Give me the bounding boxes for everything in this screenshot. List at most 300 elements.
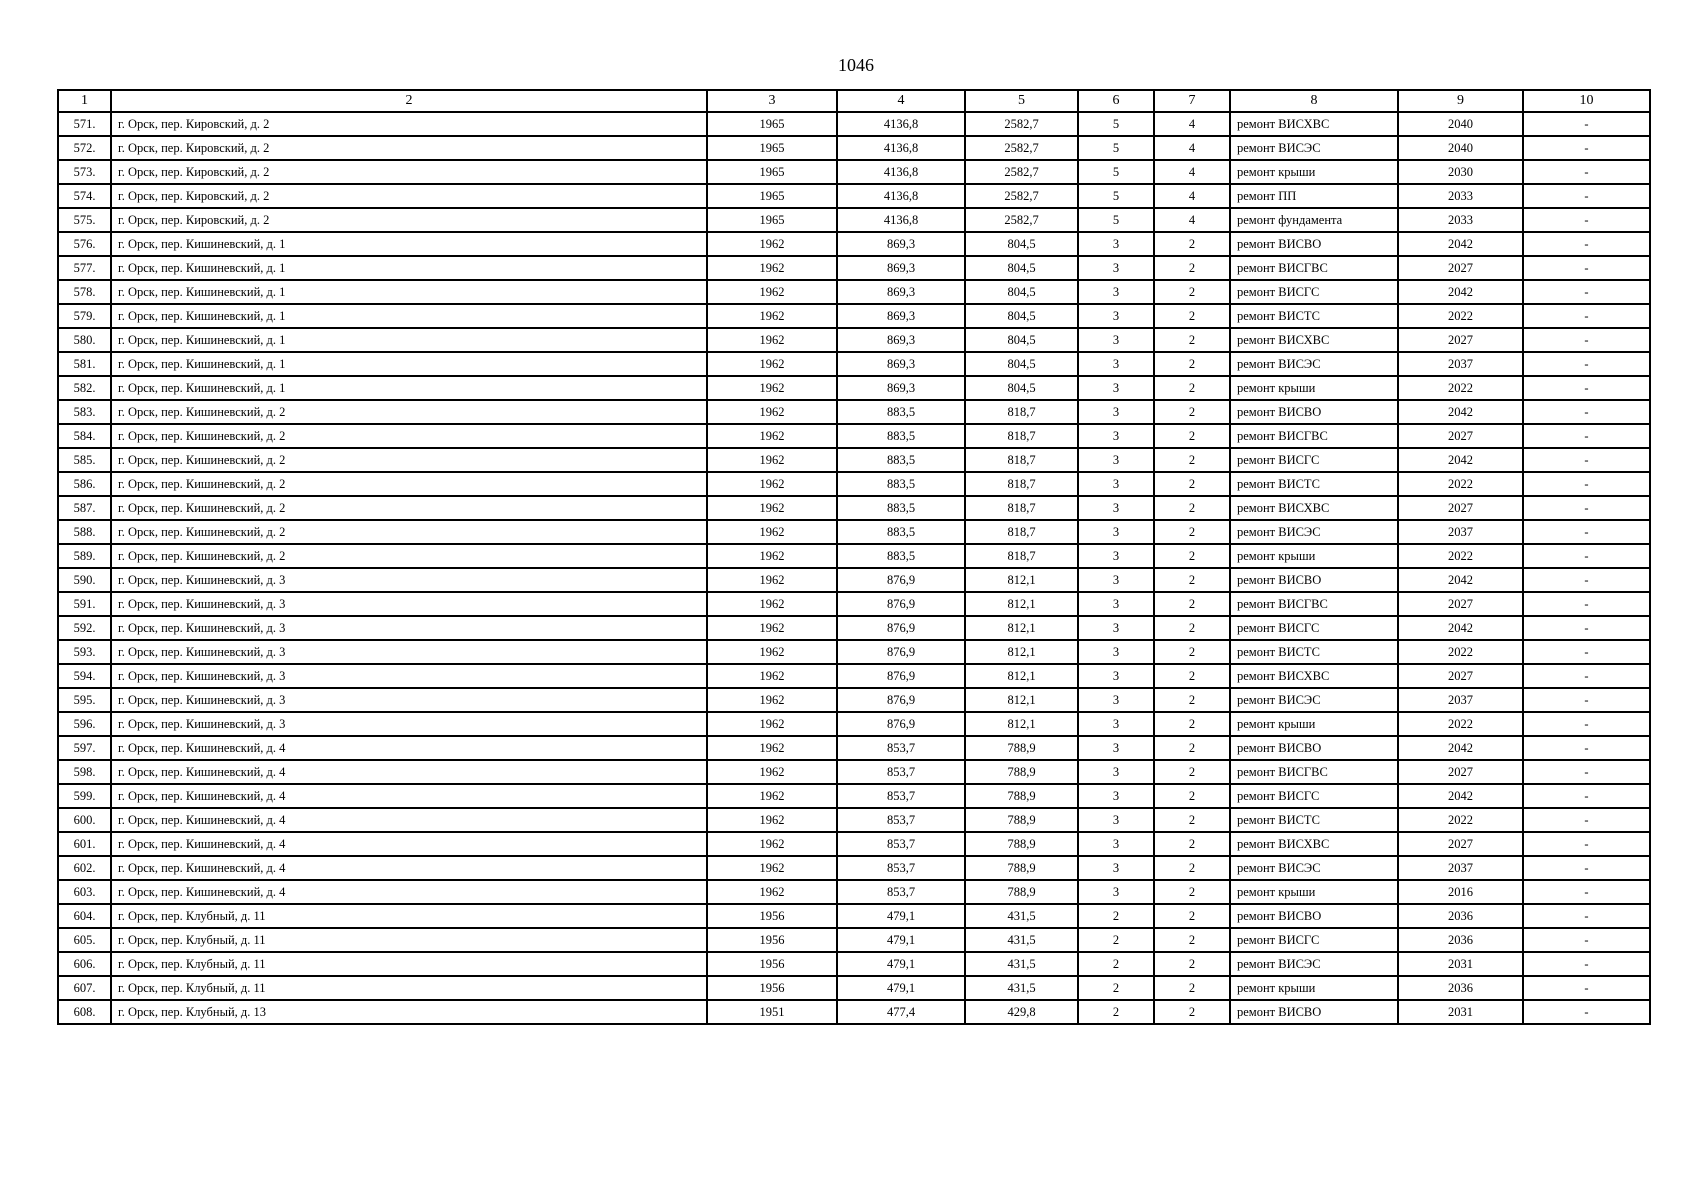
cell-work-type: ремонт крыши xyxy=(1230,376,1398,400)
cell-total-area: 853,7 xyxy=(837,784,965,808)
table-row xyxy=(58,736,1650,760)
cell-work-type: ремонт крыши xyxy=(1230,712,1398,736)
cell-total-area: 876,9 xyxy=(837,616,965,640)
column-header-3: 3 xyxy=(707,90,837,112)
table-row xyxy=(58,304,1650,328)
cell-note: - xyxy=(1523,328,1650,352)
cell-total-area: 876,9 xyxy=(837,664,965,688)
cell-total-area: 853,7 xyxy=(837,832,965,856)
cell-note: - xyxy=(1523,568,1650,592)
cell-year-built: 1962 xyxy=(707,880,837,904)
cell-address: г. Орск, пер. Кишиневский, д. 1 xyxy=(111,304,707,328)
cell-row-number: 581. xyxy=(58,352,111,376)
cell-row-number: 575. xyxy=(58,208,111,232)
cell-living-area: 2582,7 xyxy=(965,112,1078,136)
table-row xyxy=(58,136,1650,160)
cell-planned-year: 2037 xyxy=(1398,352,1523,376)
cell-row-number: 596. xyxy=(58,712,111,736)
cell-row-number: 582. xyxy=(58,376,111,400)
cell-planned-year: 2027 xyxy=(1398,256,1523,280)
cell-planned-year: 2036 xyxy=(1398,928,1523,952)
cell-living-area: 804,5 xyxy=(965,304,1078,328)
cell-total-area: 477,4 xyxy=(837,1000,965,1024)
cell-entrances: 2 xyxy=(1154,976,1230,1000)
cell-note: - xyxy=(1523,112,1650,136)
cell-total-area: 883,5 xyxy=(837,520,965,544)
cell-work-type: ремонт ВИСХВС xyxy=(1230,112,1398,136)
cell-entrances: 2 xyxy=(1154,712,1230,736)
cell-living-area: 818,7 xyxy=(965,448,1078,472)
cell-note: - xyxy=(1523,592,1650,616)
cell-entrances: 2 xyxy=(1154,808,1230,832)
cell-planned-year: 2027 xyxy=(1398,760,1523,784)
cell-address: г. Орск, пер. Кишиневский, д. 3 xyxy=(111,712,707,736)
cell-year-built: 1962 xyxy=(707,544,837,568)
cell-address: г. Орск, пер. Кишиневский, д. 2 xyxy=(111,496,707,520)
cell-total-area: 479,1 xyxy=(837,904,965,928)
cell-note: - xyxy=(1523,712,1650,736)
cell-row-number: 583. xyxy=(58,400,111,424)
cell-floors: 3 xyxy=(1078,856,1154,880)
cell-row-number: 578. xyxy=(58,280,111,304)
cell-planned-year: 2042 xyxy=(1398,448,1523,472)
cell-planned-year: 2036 xyxy=(1398,976,1523,1000)
cell-floors: 3 xyxy=(1078,280,1154,304)
cell-floors: 3 xyxy=(1078,448,1154,472)
cell-note: - xyxy=(1523,808,1650,832)
cell-work-type: ремонт ВИСХВС xyxy=(1230,496,1398,520)
cell-address: г. Орск, пер. Кишиневский, д. 1 xyxy=(111,352,707,376)
cell-entrances: 4 xyxy=(1154,208,1230,232)
cell-year-built: 1962 xyxy=(707,376,837,400)
cell-floors: 3 xyxy=(1078,832,1154,856)
cell-year-built: 1962 xyxy=(707,592,837,616)
cell-work-type: ремонт ВИСХВС xyxy=(1230,328,1398,352)
cell-address: г. Орск, пер. Кишиневский, д. 4 xyxy=(111,832,707,856)
cell-planned-year: 2036 xyxy=(1398,904,1523,928)
cell-floors: 3 xyxy=(1078,232,1154,256)
cell-entrances: 2 xyxy=(1154,688,1230,712)
cell-address: г. Орск, пер. Кишиневский, д. 3 xyxy=(111,592,707,616)
cell-floors: 3 xyxy=(1078,616,1154,640)
table-row xyxy=(58,688,1650,712)
cell-entrances: 2 xyxy=(1154,328,1230,352)
cell-year-built: 1962 xyxy=(707,304,837,328)
cell-address: г. Орск, пер. Кишиневский, д. 3 xyxy=(111,616,707,640)
table-row xyxy=(58,616,1650,640)
table-row xyxy=(58,112,1650,136)
table-row xyxy=(58,184,1650,208)
cell-total-area: 479,1 xyxy=(837,976,965,1000)
cell-work-type: ремонт крыши xyxy=(1230,544,1398,568)
cell-row-number: 589. xyxy=(58,544,111,568)
table-row xyxy=(58,976,1650,1000)
cell-row-number: 604. xyxy=(58,904,111,928)
cell-year-built: 1965 xyxy=(707,112,837,136)
cell-total-area: 869,3 xyxy=(837,304,965,328)
cell-living-area: 812,1 xyxy=(965,616,1078,640)
cell-floors: 3 xyxy=(1078,664,1154,688)
cell-year-built: 1962 xyxy=(707,232,837,256)
cell-address: г. Орск, пер. Кишиневский, д. 1 xyxy=(111,232,707,256)
cell-work-type: ремонт ВИСГС xyxy=(1230,616,1398,640)
cell-note: - xyxy=(1523,256,1650,280)
cell-total-area: 4136,8 xyxy=(837,160,965,184)
cell-planned-year: 2031 xyxy=(1398,1000,1523,1024)
cell-total-area: 479,1 xyxy=(837,952,965,976)
cell-work-type: ремонт ВИСГС xyxy=(1230,280,1398,304)
cell-planned-year: 2027 xyxy=(1398,424,1523,448)
cell-address: г. Орск, пер. Кишиневский, д. 4 xyxy=(111,736,707,760)
cell-living-area: 818,7 xyxy=(965,544,1078,568)
cell-floors: 3 xyxy=(1078,784,1154,808)
cell-note: - xyxy=(1523,520,1650,544)
cell-year-built: 1962 xyxy=(707,616,837,640)
header-row xyxy=(58,90,1650,112)
cell-living-area: 812,1 xyxy=(965,664,1078,688)
cell-work-type: ремонт ВИСЭС xyxy=(1230,856,1398,880)
cell-floors: 5 xyxy=(1078,160,1154,184)
cell-total-area: 4136,8 xyxy=(837,184,965,208)
cell-row-number: 595. xyxy=(58,688,111,712)
cell-floors: 5 xyxy=(1078,136,1154,160)
cell-entrances: 2 xyxy=(1154,592,1230,616)
cell-row-number: 602. xyxy=(58,856,111,880)
cell-floors: 3 xyxy=(1078,328,1154,352)
cell-living-area: 804,5 xyxy=(965,256,1078,280)
cell-entrances: 2 xyxy=(1154,400,1230,424)
cell-row-number: 591. xyxy=(58,592,111,616)
table-row xyxy=(58,640,1650,664)
cell-row-number: 586. xyxy=(58,472,111,496)
cell-living-area: 2582,7 xyxy=(965,160,1078,184)
cell-planned-year: 2022 xyxy=(1398,304,1523,328)
table-row xyxy=(58,952,1650,976)
cell-year-built: 1962 xyxy=(707,856,837,880)
cell-work-type: ремонт ВИСТС xyxy=(1230,472,1398,496)
cell-planned-year: 2042 xyxy=(1398,280,1523,304)
cell-planned-year: 2022 xyxy=(1398,544,1523,568)
table-body xyxy=(58,112,1650,1024)
cell-floors: 2 xyxy=(1078,952,1154,976)
table-row xyxy=(58,448,1650,472)
cell-row-number: 574. xyxy=(58,184,111,208)
cell-planned-year: 2027 xyxy=(1398,832,1523,856)
cell-planned-year: 2040 xyxy=(1398,112,1523,136)
table-row xyxy=(58,400,1650,424)
cell-living-area: 429,8 xyxy=(965,1000,1078,1024)
cell-address: г. Орск, пер. Кировский, д. 2 xyxy=(111,112,707,136)
cell-total-area: 883,5 xyxy=(837,472,965,496)
cell-work-type: ремонт ВИСВО xyxy=(1230,400,1398,424)
cell-year-built: 1956 xyxy=(707,976,837,1000)
cell-row-number: 597. xyxy=(58,736,111,760)
cell-work-type: ремонт ВИСВО xyxy=(1230,1000,1398,1024)
cell-living-area: 804,5 xyxy=(965,328,1078,352)
cell-address: г. Орск, пер. Кишиневский, д. 4 xyxy=(111,760,707,784)
cell-floors: 3 xyxy=(1078,544,1154,568)
cell-total-area: 876,9 xyxy=(837,568,965,592)
cell-year-built: 1962 xyxy=(707,760,837,784)
cell-entrances: 2 xyxy=(1154,496,1230,520)
cell-note: - xyxy=(1523,352,1650,376)
table-row xyxy=(58,592,1650,616)
cell-note: - xyxy=(1523,232,1650,256)
cell-year-built: 1962 xyxy=(707,256,837,280)
table-row xyxy=(58,712,1650,736)
cell-floors: 2 xyxy=(1078,976,1154,1000)
cell-work-type: ремонт ВИСГВС xyxy=(1230,256,1398,280)
cell-year-built: 1962 xyxy=(707,520,837,544)
cell-note: - xyxy=(1523,736,1650,760)
cell-entrances: 2 xyxy=(1154,376,1230,400)
cell-year-built: 1962 xyxy=(707,712,837,736)
cell-floors: 3 xyxy=(1078,496,1154,520)
cell-living-area: 788,9 xyxy=(965,808,1078,832)
cell-note: - xyxy=(1523,832,1650,856)
cell-floors: 2 xyxy=(1078,904,1154,928)
cell-floors: 3 xyxy=(1078,688,1154,712)
cell-note: - xyxy=(1523,304,1650,328)
table-row xyxy=(58,520,1650,544)
cell-note: - xyxy=(1523,616,1650,640)
cell-year-built: 1965 xyxy=(707,184,837,208)
cell-living-area: 812,1 xyxy=(965,640,1078,664)
table-row xyxy=(58,232,1650,256)
cell-work-type: ремонт ВИСЭС xyxy=(1230,136,1398,160)
cell-year-built: 1956 xyxy=(707,928,837,952)
cell-year-built: 1962 xyxy=(707,808,837,832)
cell-note: - xyxy=(1523,472,1650,496)
cell-year-built: 1962 xyxy=(707,784,837,808)
cell-planned-year: 2027 xyxy=(1398,592,1523,616)
cell-note: - xyxy=(1523,136,1650,160)
cell-row-number: 607. xyxy=(58,976,111,1000)
cell-address: г. Орск, пер. Кировский, д. 2 xyxy=(111,208,707,232)
cell-year-built: 1965 xyxy=(707,136,837,160)
cell-floors: 3 xyxy=(1078,424,1154,448)
cell-note: - xyxy=(1523,376,1650,400)
table-row xyxy=(58,808,1650,832)
cell-living-area: 431,5 xyxy=(965,952,1078,976)
cell-address: г. Орск, пер. Кишиневский, д. 2 xyxy=(111,520,707,544)
table-row xyxy=(58,928,1650,952)
cell-note: - xyxy=(1523,976,1650,1000)
cell-entrances: 4 xyxy=(1154,112,1230,136)
cell-total-area: 869,3 xyxy=(837,256,965,280)
cell-entrances: 2 xyxy=(1154,952,1230,976)
cell-living-area: 818,7 xyxy=(965,400,1078,424)
table-row xyxy=(58,832,1650,856)
cell-total-area: 883,5 xyxy=(837,424,965,448)
cell-entrances: 2 xyxy=(1154,520,1230,544)
cell-row-number: 598. xyxy=(58,760,111,784)
table-row xyxy=(58,472,1650,496)
cell-entrances: 4 xyxy=(1154,160,1230,184)
cell-total-area: 883,5 xyxy=(837,400,965,424)
cell-entrances: 2 xyxy=(1154,352,1230,376)
cell-year-built: 1962 xyxy=(707,448,837,472)
table-row xyxy=(58,760,1650,784)
column-header-6: 6 xyxy=(1078,90,1154,112)
table-row xyxy=(58,784,1650,808)
cell-year-built: 1962 xyxy=(707,328,837,352)
cell-row-number: 590. xyxy=(58,568,111,592)
cell-floors: 3 xyxy=(1078,472,1154,496)
table-row xyxy=(58,160,1650,184)
cell-total-area: 869,3 xyxy=(837,376,965,400)
cell-year-built: 1962 xyxy=(707,640,837,664)
cell-floors: 3 xyxy=(1078,568,1154,592)
cell-address: г. Орск, пер. Кишиневский, д. 4 xyxy=(111,808,707,832)
cell-total-area: 853,7 xyxy=(837,880,965,904)
cell-living-area: 812,1 xyxy=(965,568,1078,592)
cell-entrances: 2 xyxy=(1154,1000,1230,1024)
cell-total-area: 883,5 xyxy=(837,496,965,520)
cell-living-area: 431,5 xyxy=(965,904,1078,928)
cell-row-number: 585. xyxy=(58,448,111,472)
cell-entrances: 2 xyxy=(1154,544,1230,568)
cell-address: г. Орск, пер. Кишиневский, д. 2 xyxy=(111,424,707,448)
cell-row-number: 571. xyxy=(58,112,111,136)
cell-planned-year: 2022 xyxy=(1398,712,1523,736)
cell-total-area: 4136,8 xyxy=(837,136,965,160)
cell-total-area: 876,9 xyxy=(837,640,965,664)
cell-planned-year: 2027 xyxy=(1398,496,1523,520)
cell-address: г. Орск, пер. Кишиневский, д. 4 xyxy=(111,856,707,880)
cell-year-built: 1962 xyxy=(707,688,837,712)
cell-total-area: 876,9 xyxy=(837,688,965,712)
cell-address: г. Орск, пер. Кишиневский, д. 1 xyxy=(111,256,707,280)
cell-planned-year: 2033 xyxy=(1398,208,1523,232)
cell-entrances: 2 xyxy=(1154,256,1230,280)
cell-work-type: ремонт ВИСЭС xyxy=(1230,520,1398,544)
cell-entrances: 2 xyxy=(1154,472,1230,496)
cell-work-type: ремонт ПП xyxy=(1230,184,1398,208)
cell-row-number: 599. xyxy=(58,784,111,808)
cell-year-built: 1962 xyxy=(707,736,837,760)
column-header-1: 1 xyxy=(58,90,111,112)
table-row xyxy=(58,664,1650,688)
cell-work-type: ремонт ВИСЭС xyxy=(1230,352,1398,376)
cell-year-built: 1962 xyxy=(707,352,837,376)
cell-row-number: 573. xyxy=(58,160,111,184)
cell-floors: 3 xyxy=(1078,712,1154,736)
cell-address: г. Орск, пер. Клубный, д. 11 xyxy=(111,976,707,1000)
cell-entrances: 2 xyxy=(1154,424,1230,448)
cell-living-area: 804,5 xyxy=(965,376,1078,400)
cell-total-area: 4136,8 xyxy=(837,208,965,232)
cell-entrances: 4 xyxy=(1154,184,1230,208)
cell-row-number: 579. xyxy=(58,304,111,328)
cell-note: - xyxy=(1523,856,1650,880)
table-row xyxy=(58,208,1650,232)
cell-planned-year: 2042 xyxy=(1398,784,1523,808)
cell-living-area: 804,5 xyxy=(965,352,1078,376)
cell-work-type: ремонт ВИСВО xyxy=(1230,232,1398,256)
cell-row-number: 580. xyxy=(58,328,111,352)
cell-row-number: 576. xyxy=(58,232,111,256)
cell-year-built: 1962 xyxy=(707,568,837,592)
table-row xyxy=(58,1000,1650,1024)
cell-total-area: 869,3 xyxy=(837,280,965,304)
cell-planned-year: 2042 xyxy=(1398,400,1523,424)
cell-living-area: 788,9 xyxy=(965,832,1078,856)
column-header-4: 4 xyxy=(837,90,965,112)
cell-total-area: 869,3 xyxy=(837,352,965,376)
cell-row-number: 601. xyxy=(58,832,111,856)
table-row xyxy=(58,904,1650,928)
cell-address: г. Орск, пер. Клубный, д. 11 xyxy=(111,952,707,976)
cell-planned-year: 2037 xyxy=(1398,688,1523,712)
cell-year-built: 1962 xyxy=(707,496,837,520)
cell-floors: 3 xyxy=(1078,520,1154,544)
cell-work-type: ремонт ВИСВО xyxy=(1230,904,1398,928)
cell-living-area: 812,1 xyxy=(965,688,1078,712)
cell-row-number: 592. xyxy=(58,616,111,640)
cell-address: г. Орск, пер. Кишиневский, д. 1 xyxy=(111,328,707,352)
cell-total-area: 4136,8 xyxy=(837,112,965,136)
cell-address: г. Орск, пер. Клубный, д. 11 xyxy=(111,928,707,952)
cell-note: - xyxy=(1523,784,1650,808)
cell-row-number: 608. xyxy=(58,1000,111,1024)
cell-entrances: 2 xyxy=(1154,784,1230,808)
table-row xyxy=(58,856,1650,880)
cell-floors: 3 xyxy=(1078,592,1154,616)
cell-year-built: 1962 xyxy=(707,280,837,304)
cell-address: г. Орск, пер. Клубный, д. 11 xyxy=(111,904,707,928)
cell-note: - xyxy=(1523,688,1650,712)
cell-year-built: 1962 xyxy=(707,832,837,856)
cell-row-number: 594. xyxy=(58,664,111,688)
table-row xyxy=(58,256,1650,280)
cell-living-area: 788,9 xyxy=(965,880,1078,904)
cell-year-built: 1956 xyxy=(707,952,837,976)
cell-living-area: 2582,7 xyxy=(965,184,1078,208)
cell-living-area: 812,1 xyxy=(965,712,1078,736)
cell-note: - xyxy=(1523,952,1650,976)
cell-living-area: 818,7 xyxy=(965,472,1078,496)
cell-work-type: ремонт крыши xyxy=(1230,880,1398,904)
cell-work-type: ремонт ВИСЭС xyxy=(1230,952,1398,976)
cell-entrances: 2 xyxy=(1154,448,1230,472)
cell-work-type: ремонт ВИСЭС xyxy=(1230,688,1398,712)
cell-entrances: 2 xyxy=(1154,304,1230,328)
cell-floors: 2 xyxy=(1078,1000,1154,1024)
cell-row-number: 606. xyxy=(58,952,111,976)
cell-note: - xyxy=(1523,928,1650,952)
cell-floors: 3 xyxy=(1078,880,1154,904)
cell-planned-year: 2016 xyxy=(1398,880,1523,904)
cell-planned-year: 2022 xyxy=(1398,640,1523,664)
cell-year-built: 1962 xyxy=(707,400,837,424)
cell-total-area: 869,3 xyxy=(837,232,965,256)
cell-address: г. Орск, пер. Кишиневский, д. 2 xyxy=(111,544,707,568)
cell-address: г. Орск, пер. Кишиневский, д. 2 xyxy=(111,472,707,496)
register-table xyxy=(57,89,1651,1025)
cell-living-area: 818,7 xyxy=(965,424,1078,448)
cell-note: - xyxy=(1523,448,1650,472)
cell-work-type: ремонт ВИСГС xyxy=(1230,928,1398,952)
cell-row-number: 584. xyxy=(58,424,111,448)
table-row xyxy=(58,280,1650,304)
column-header-9: 9 xyxy=(1398,90,1523,112)
cell-total-area: 883,5 xyxy=(837,544,965,568)
cell-row-number: 588. xyxy=(58,520,111,544)
cell-address: г. Орск, пер. Кировский, д. 2 xyxy=(111,160,707,184)
cell-row-number: 600. xyxy=(58,808,111,832)
cell-note: - xyxy=(1523,1000,1650,1024)
